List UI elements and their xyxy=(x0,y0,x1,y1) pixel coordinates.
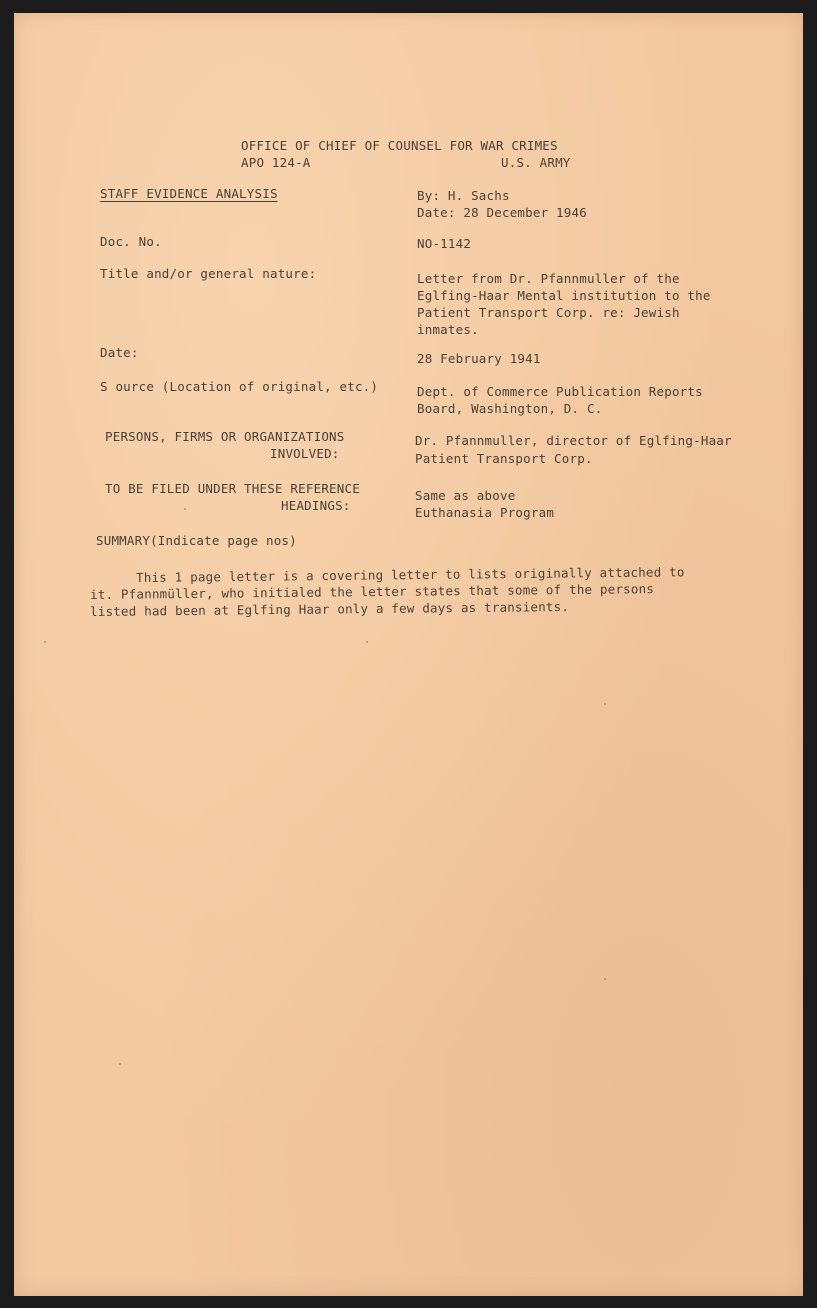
source-value-line: Board, Washington, D. C. xyxy=(417,401,603,416)
source-label: S ource (Location of original, etc.) xyxy=(100,379,379,394)
title-value-line: Patient Transport Corp. re: Jewish xyxy=(417,305,680,320)
paper-speck xyxy=(119,1063,121,1065)
filed-label-headings: HEADINGS: xyxy=(281,498,351,513)
paper-speck xyxy=(44,641,46,643)
source-value-line: Dept. of Commerce Publication Reports xyxy=(417,384,703,399)
document-page xyxy=(14,13,803,1296)
apo-number: APO 124-A xyxy=(241,155,311,170)
paper-speck xyxy=(604,978,606,980)
persons-label-involved: INVOLVED: xyxy=(270,446,340,461)
paper-speck xyxy=(184,508,186,510)
army-label: U.S. ARMY xyxy=(501,155,571,170)
analysis-title: STAFF EVIDENCE ANALYSIS xyxy=(100,186,278,201)
filed-value-line: Euthanasia Program xyxy=(415,505,555,520)
summary-line: This 1 page letter is a covering letter to lists originally attached to xyxy=(136,564,685,585)
paper-speck xyxy=(604,703,606,705)
title-value-line: Eglfing-Haar Mental institution to the xyxy=(417,288,711,303)
summary-line: listed had been at Eglfing Haar only a few days as transients. xyxy=(90,598,570,619)
paper-speck xyxy=(366,641,368,643)
persons-value-line: Patient Transport Corp. xyxy=(415,451,593,466)
summary-line: it. Pfannmüller, who initialed the letter states that some of the persons xyxy=(90,581,655,602)
persons-label: PERSONS, FIRMS OR ORGANIZATIONS xyxy=(105,429,345,444)
doc-no-value: NO-1142 xyxy=(417,236,472,251)
persons-value-line: Dr. Pfannmuller, director of Eglfing-Haar xyxy=(415,433,732,448)
date-label: Date: xyxy=(100,345,139,360)
doc-no-label: Doc. No. xyxy=(100,234,162,249)
filed-label: TO BE FILED UNDER THESE REFERENCE xyxy=(105,481,360,496)
office-heading: OFFICE OF CHIEF OF COUNSEL FOR WAR CRIMES xyxy=(241,138,558,153)
title-value-line: inmates. xyxy=(417,322,479,337)
filed-value-line: Same as above xyxy=(415,488,516,503)
date-value: 28 February 1941 xyxy=(417,351,541,366)
title-label: Title and/or general nature: xyxy=(100,266,317,281)
summary-label: SUMMARY(Indicate page nos) xyxy=(96,533,297,548)
title-value-line: Letter from Dr. Pfannmuller of the xyxy=(417,271,680,286)
analyst-name: By: H. Sachs xyxy=(417,188,510,203)
analysis-date: Date: 28 December 1946 xyxy=(417,205,587,220)
